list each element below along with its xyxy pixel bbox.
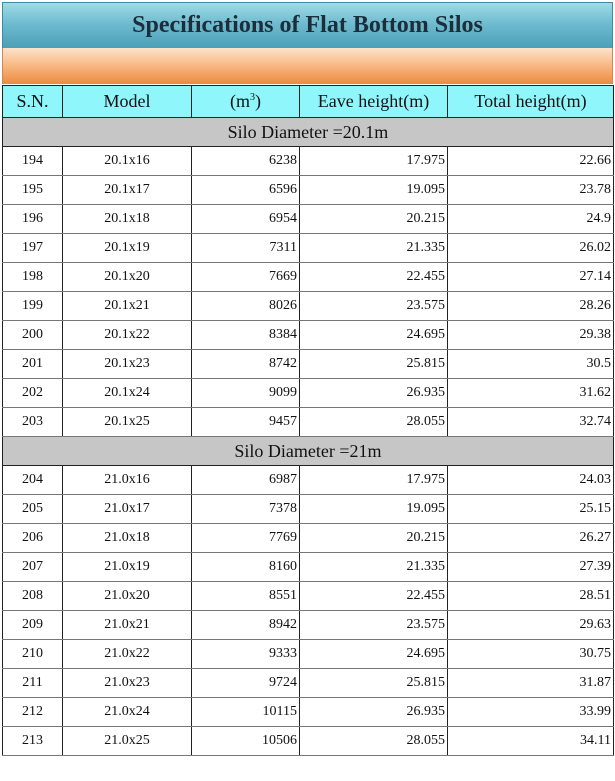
cell-volume: 8026 (192, 292, 300, 321)
header-model: Model (63, 86, 192, 118)
cell-total-height: 28.51 (448, 582, 614, 611)
cell-eave-height: 28.055 (300, 408, 448, 437)
cell-eave-height: 26.935 (300, 698, 448, 727)
cell-total-height: 33.99 (448, 698, 614, 727)
cell-total-height: 25.15 (448, 495, 614, 524)
cell-volume: 8942 (192, 611, 300, 640)
table-row (3, 408, 614, 437)
cell-model: 20.1x19 (63, 234, 192, 263)
cell-model: 20.1x21 (63, 292, 192, 321)
cell-total-height: 32.74 (448, 408, 614, 437)
cell-model: 21.0x18 (63, 524, 192, 553)
table-row (3, 524, 614, 553)
cell-eave-height: 21.335 (300, 553, 448, 582)
group-header-row (3, 118, 614, 147)
cell-model: 20.1x16 (63, 147, 192, 176)
cell-eave-height: 28.055 (300, 727, 448, 756)
cell-sn: 198 (3, 263, 63, 292)
specifications-table (2, 85, 614, 756)
cell-eave-height: 21.335 (300, 234, 448, 263)
cell-model: 21.0x24 (63, 698, 192, 727)
cell-volume: 7378 (192, 495, 300, 524)
cell-sn: 209 (3, 611, 63, 640)
cell-volume: 8160 (192, 553, 300, 582)
cell-total-height: 23.78 (448, 176, 614, 205)
cell-sn: 201 (3, 350, 63, 379)
cell-volume: 6596 (192, 176, 300, 205)
cell-volume: 6954 (192, 205, 300, 234)
cell-volume: 9457 (192, 408, 300, 437)
cell-sn: 207 (3, 553, 63, 582)
cell-eave-height: 19.095 (300, 495, 448, 524)
decorative-banner (2, 48, 613, 84)
table-body (3, 118, 614, 756)
cell-total-height: 24.03 (448, 466, 614, 495)
cell-sn: 204 (3, 466, 63, 495)
cell-volume: 9724 (192, 669, 300, 698)
cell-model: 20.1x22 (63, 321, 192, 350)
table-row (3, 263, 614, 292)
title-text: Specifications of Flat Bottom Silos (132, 12, 483, 38)
cell-eave-height: 23.575 (300, 611, 448, 640)
cell-model: 21.0x19 (63, 553, 192, 582)
cell-eave-height: 17.975 (300, 147, 448, 176)
table-row (3, 205, 614, 234)
cell-eave-height: 23.575 (300, 292, 448, 321)
cell-eave-height: 26.935 (300, 379, 448, 408)
header-sn: S.N. (3, 86, 63, 118)
table-row (3, 582, 614, 611)
cell-model: 21.0x16 (63, 466, 192, 495)
cell-model: 20.1x17 (63, 176, 192, 205)
cell-total-height: 30.75 (448, 640, 614, 669)
cell-eave-height: 19.095 (300, 176, 448, 205)
table-row (3, 611, 614, 640)
cell-eave-height: 22.455 (300, 582, 448, 611)
cell-sn: 195 (3, 176, 63, 205)
cell-total-height: 26.27 (448, 524, 614, 553)
cell-total-height: 29.38 (448, 321, 614, 350)
cell-volume: 8551 (192, 582, 300, 611)
cell-volume: 7769 (192, 524, 300, 553)
group-label: Silo Diameter =21m (3, 437, 614, 466)
cell-eave-height: 25.815 (300, 669, 448, 698)
cell-eave-height: 24.695 (300, 640, 448, 669)
cell-sn: 213 (3, 727, 63, 756)
table-row (3, 350, 614, 379)
cell-model: 21.0x25 (63, 727, 192, 756)
table-row (3, 698, 614, 727)
table-row (3, 147, 614, 176)
cell-eave-height: 17.975 (300, 466, 448, 495)
header-eave-height: Eave height(m) (300, 86, 448, 118)
cell-model: 20.1x18 (63, 205, 192, 234)
cell-eave-height: 24.695 (300, 321, 448, 350)
cell-volume: 9333 (192, 640, 300, 669)
header-total-height: Total height(m) (448, 86, 614, 118)
table-row (3, 292, 614, 321)
cell-total-height: 30.5 (448, 350, 614, 379)
table-row (3, 321, 614, 350)
table-row (3, 727, 614, 756)
cell-total-height: 34.11 (448, 727, 614, 756)
header-volume: $(m^3)$ (192, 86, 300, 118)
cell-model: 21.0x22 (63, 640, 192, 669)
table-row (3, 553, 614, 582)
cell-sn: 202 (3, 379, 63, 408)
cell-sn: 200 (3, 321, 63, 350)
cell-volume: 9099 (192, 379, 300, 408)
cell-volume: 6238 (192, 147, 300, 176)
cell-sn: 208 (3, 582, 63, 611)
cell-model: 21.0x23 (63, 669, 192, 698)
cell-sn: 199 (3, 292, 63, 321)
table-row (3, 176, 614, 205)
cell-eave-height: 20.215 (300, 524, 448, 553)
cell-model: 21.0x17 (63, 495, 192, 524)
cell-sn: 206 (3, 524, 63, 553)
cell-sn: 205 (3, 495, 63, 524)
cell-volume: 8384 (192, 321, 300, 350)
cell-model: 20.1x24 (63, 379, 192, 408)
cell-volume: 10506 (192, 727, 300, 756)
table-header (3, 86, 614, 118)
cell-sn: 194 (3, 147, 63, 176)
cell-sn: 211 (3, 669, 63, 698)
cell-model: 20.1x23 (63, 350, 192, 379)
cell-total-height: 31.87 (448, 669, 614, 698)
cell-eave-height: 25.815 (300, 350, 448, 379)
cell-eave-height: 20.215 (300, 205, 448, 234)
cell-model: 21.0x20 (63, 582, 192, 611)
cell-model: 20.1x25 (63, 408, 192, 437)
cell-sn: 196 (3, 205, 63, 234)
table-row (3, 640, 614, 669)
cell-sn: 203 (3, 408, 63, 437)
cell-total-height: 27.14 (448, 263, 614, 292)
cell-volume: 10115 (192, 698, 300, 727)
cell-total-height: 22.66 (448, 147, 614, 176)
cell-total-height: 29.63 (448, 611, 614, 640)
cell-total-height: 24.9 (448, 205, 614, 234)
cell-total-height: 28.26 (448, 292, 614, 321)
cell-model: 21.0x21 (63, 611, 192, 640)
cell-total-height: 26.02 (448, 234, 614, 263)
cell-total-height: 31.62 (448, 379, 614, 408)
cell-sn: 212 (3, 698, 63, 727)
cell-volume: 8742 (192, 350, 300, 379)
cell-sn: 210 (3, 640, 63, 669)
cell-sn: 197 (3, 234, 63, 263)
cell-volume: 7669 (192, 263, 300, 292)
table-row (3, 234, 614, 263)
cell-volume: 7311 (192, 234, 300, 263)
page-title (2, 2, 613, 49)
cell-total-height: 27.39 (448, 553, 614, 582)
table-row (3, 466, 614, 495)
cell-volume: 6987 (192, 466, 300, 495)
table-row (3, 669, 614, 698)
table-row (3, 379, 614, 408)
group-header-row (3, 437, 614, 466)
cell-eave-height: 22.455 (300, 263, 448, 292)
cell-model: 20.1x20 (63, 263, 192, 292)
group-label: Silo Diameter =20.1m (3, 118, 614, 147)
table-row (3, 495, 614, 524)
